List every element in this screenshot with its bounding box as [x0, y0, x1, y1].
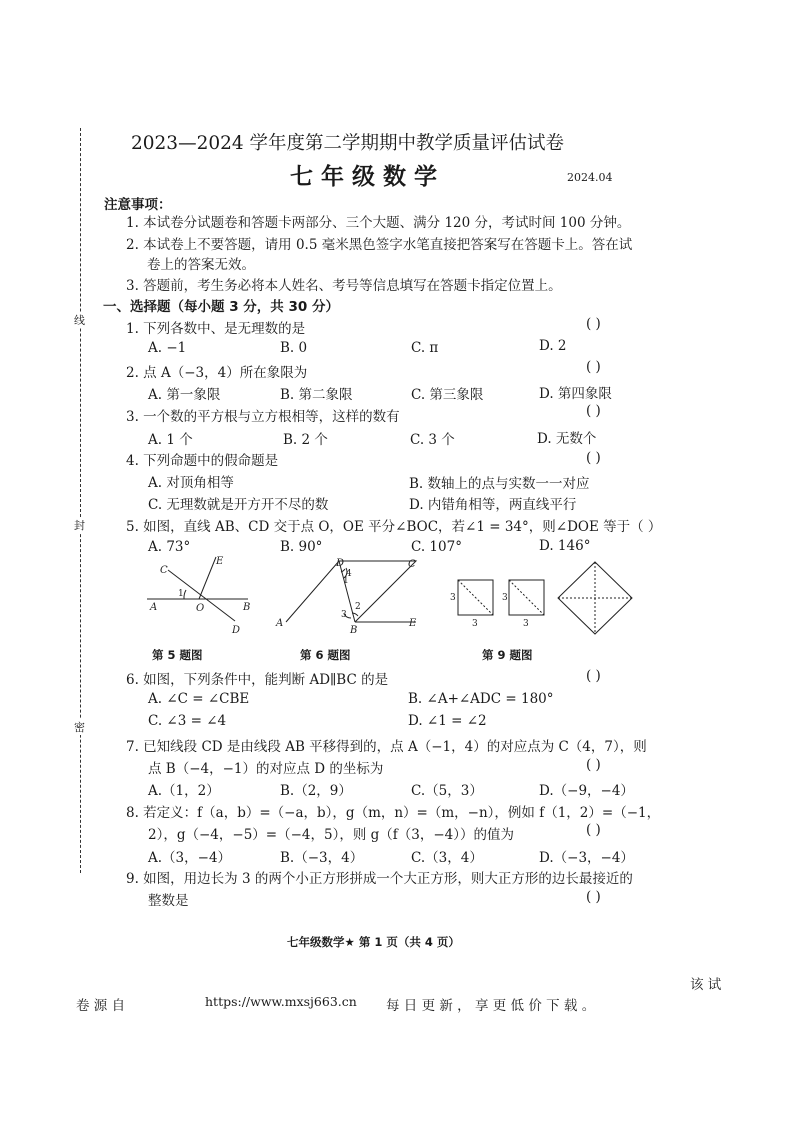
notes-heading: 注意事项： — [104, 197, 172, 213]
q3-option-c: C. 3 个 — [410, 432, 455, 448]
fig6-angle-1-label: 1 — [343, 576, 349, 586]
q4-option-c: C. 无理数就是开方开不尽的数 — [148, 497, 329, 513]
q7-option-b: B.（2，9） — [280, 783, 352, 799]
fig9-caption: 第 9 题图 — [482, 648, 533, 662]
fig9-diag-2 — [509, 580, 544, 615]
q5-option-c: C. 107° — [411, 539, 462, 555]
q7-stem-line2: 点 B（−4，−1）的对应点 D 的坐标为 — [148, 761, 384, 777]
source-url-link[interactable]: https://www.mxsj663.cn — [205, 994, 357, 1009]
q7-option-a: A.（1，2） — [148, 783, 220, 799]
q3-option-d: D. 无数个 — [537, 431, 597, 447]
fig6-angle-4-label: 4 — [346, 569, 352, 579]
q2-answer-blank[interactable]: ( ) — [586, 359, 601, 375]
q2-option-c: C. 第三象限 — [411, 387, 484, 403]
q6-option-d: D. ∠1 = ∠2 — [408, 713, 487, 729]
binding-char-line: 线 — [74, 314, 85, 327]
q7-option-c: C.（5，3） — [411, 783, 483, 799]
q3-option-b: B. 2 个 — [283, 432, 328, 448]
q3-option-a: A. 1 个 — [148, 432, 193, 448]
section-title: 一、选择题（每小题 3 分，共 30 分） — [103, 299, 339, 315]
fig5-ray-oe — [199, 557, 216, 599]
q8-option-d: D.（−3，−4） — [539, 850, 634, 866]
q2-stem: 2. 点 A（−3，4）所在象限为 — [126, 365, 308, 381]
fig6-label-d: D — [336, 558, 345, 569]
q1-option-c: C. π — [411, 340, 439, 356]
fig9-diag-1 — [458, 580, 493, 615]
note-3: 3. 答题前，考生务必将本人姓名、考号等信息填写在答题卡指定位置上。 — [126, 278, 562, 294]
fig9-side-label-2: 3 — [472, 619, 478, 629]
q6-option-b: B. ∠A+∠ADC = 180° — [408, 691, 554, 707]
q9-stem-line1: 9. 如图，用边长为 3 的两个小正方形拼成一个大正方形，则大正方形的边长最接近的 — [126, 871, 633, 887]
q4-option-d: D. 内错角相等，两直线平行 — [409, 497, 577, 513]
q8-option-c: C.（3，4） — [411, 850, 483, 866]
q1-option-a: A. −1 — [148, 340, 187, 356]
fig5-label-e: E — [216, 556, 224, 567]
q6-stem: 6. 如图，下列条件中，能判断 AD∥BC 的是 — [126, 672, 389, 688]
q4-answer-blank[interactable]: ( ) — [586, 450, 601, 466]
q9-stem-line2: 整数是 — [148, 893, 189, 909]
q9-answer-blank[interactable]: ( ) — [586, 889, 601, 905]
page-footer: 七年级数学★ 第 1 页（共 4 页） — [287, 935, 460, 949]
q4-option-a: A. 对顶角相等 — [148, 475, 234, 491]
q2-option-b: B. 第二象限 — [280, 387, 353, 403]
fig6-label-e: E — [409, 618, 417, 629]
note-2: 2. 本试卷上不要答题，请用 0.5 毫米黑色签字水笔直接把答案写在答题卡上。答在试 — [126, 237, 633, 253]
fig6-caption: 第 6 题图 — [300, 648, 351, 662]
fig9-side-label-4: 3 — [523, 619, 529, 629]
q6-option-c: C. ∠3 = ∠4 — [148, 713, 227, 729]
q4-option-b: B. 数轴上的点与实数一一对应 — [409, 476, 590, 492]
exam-title: 2023—2024 学年度第二学期期中教学质量评估试卷 — [131, 133, 565, 154]
note-2-cont: 卷上的答案无效。 — [147, 257, 255, 273]
q1-answer-blank[interactable]: ( ) — [586, 316, 601, 332]
q2-option-a: A. 第一象限 — [148, 387, 221, 403]
fig5-caption: 第 5 题图 — [152, 648, 203, 662]
q5-option-d: D. 146° — [539, 538, 591, 554]
q1-option-d: D. 2 — [539, 338, 567, 354]
q3-stem: 3. 一个数的平方根与立方根相等，这样的数有 — [126, 409, 400, 425]
q2-option-d: D. 第四象限 — [539, 386, 612, 402]
q8-option-a: A.（3，−4） — [148, 850, 232, 866]
fig6-angle-2-label: 2 — [355, 602, 361, 612]
fig5-label-b: B — [243, 602, 251, 613]
fig5-angle-1-label: 1 — [178, 589, 184, 599]
q6-answer-blank[interactable]: ( ) — [586, 668, 601, 684]
source-line1: 该 试 — [690, 977, 722, 993]
q7-option-d: D.（−9，−4） — [539, 783, 634, 799]
subject-title: 七 年 级 数 学 — [290, 163, 438, 190]
q1-stem: 1. 下列各数中、是无理数的是 — [126, 321, 306, 337]
fig5-label-c: C — [160, 565, 168, 576]
q8-stem-line2: 2），g（−4，−5）=（−4，5），则 g（f（3，−4））的值为 — [148, 827, 515, 843]
fig9-side-label-1: 3 — [450, 593, 456, 603]
q8-stem-line1: 8. 若定义：f（a，b）=（−a，b），g（m，n）=（m，−n），例如 f（1，2）=（−1， — [126, 805, 661, 821]
fig9-side-label-3: 3 — [502, 593, 508, 603]
q1-option-b: B. 0 — [280, 340, 308, 356]
note-1: 1. 本试卷分试题卷和答题卡两部分、三个大题、满分 120 分，考试时间 100 分钟。 — [126, 215, 631, 231]
fig6-label-c: C — [408, 559, 416, 570]
q8-option-b: B.（−3，4） — [280, 850, 364, 866]
fig5-label-d: D — [232, 625, 241, 636]
fig6-label-a: A — [276, 618, 284, 629]
binding-char-secret: 密 — [74, 721, 85, 734]
source-suffix: 每 日 更 新 ， 享 更 低 价 下 载 。 — [386, 998, 596, 1014]
q7-stem-line1: 7. 已知线段 CD 是由线段 AB 平移得到的，点 A（−1，4）的对应点为 C（4，7），则 — [126, 739, 647, 755]
q5-option-b: B. 90° — [280, 539, 323, 555]
fig5-angle-1-arc — [184, 590, 186, 599]
exam-date: 2024.04 — [567, 171, 613, 184]
binding-char-seal: 封 — [74, 519, 85, 532]
fig6-angle-3-label: 3 — [341, 610, 347, 620]
q5-stem: 5. 如图，直线 AB、CD 交于点 O，OE 平分∠BOC，若∠1 = 34°，则∠DOE 等于（ ） — [126, 519, 662, 535]
q6-option-a: A. ∠C = ∠CBE — [148, 691, 250, 707]
figure-9 — [458, 562, 632, 634]
q7-answer-blank[interactable]: ( ) — [586, 757, 601, 773]
source-prefix: 卷 源 自 — [76, 998, 126, 1014]
q5-option-a: A. 73° — [148, 539, 191, 555]
q3-answer-blank[interactable]: ( ) — [586, 403, 601, 419]
q4-stem: 4. 下列命题中的假命题是 — [126, 453, 279, 469]
fig6-label-b: B — [350, 625, 358, 636]
fig5-label-a: A — [150, 602, 158, 613]
fig5-label-o: O — [196, 603, 205, 614]
q8-answer-blank[interactable]: ( ) — [586, 822, 601, 838]
